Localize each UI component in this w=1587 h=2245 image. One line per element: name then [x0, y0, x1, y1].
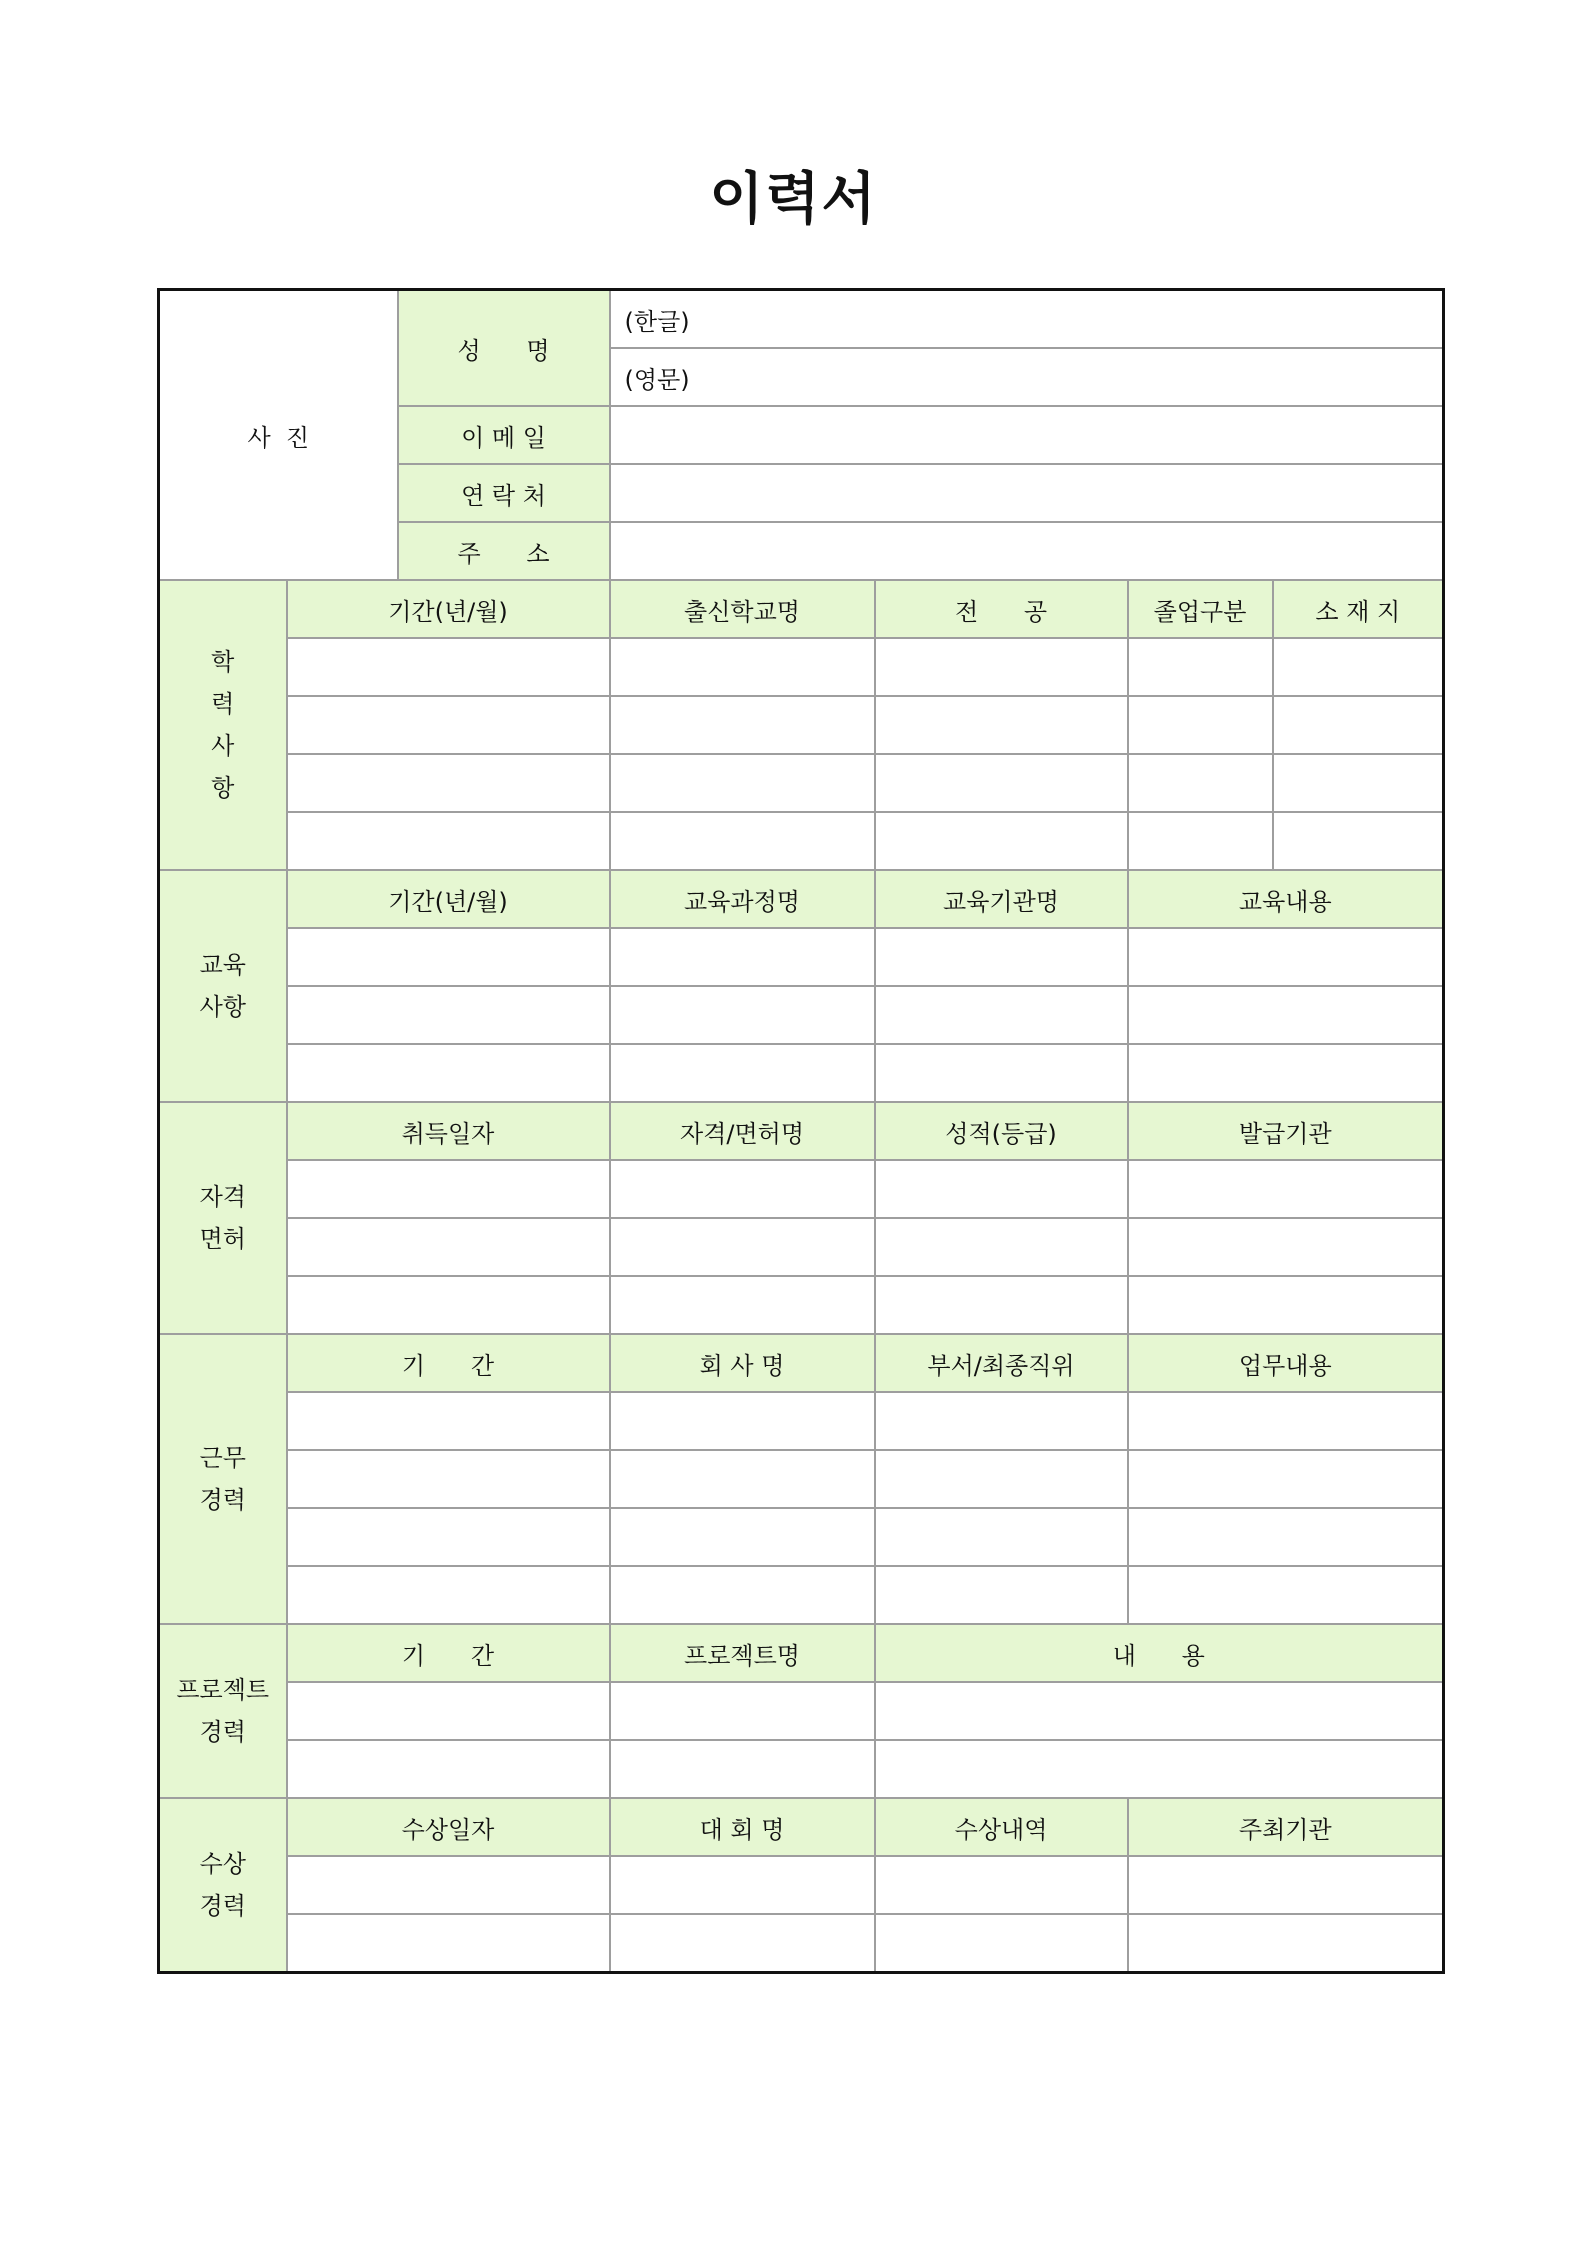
career-header-duties: 업무내용: [1128, 1334, 1444, 1392]
awards-header-competition: 대 회 명: [610, 1798, 875, 1856]
certificates-header-issuer: 발급기관: [1128, 1102, 1444, 1160]
education-row: [159, 696, 1444, 754]
career-header-period: 기 간: [287, 1334, 610, 1392]
awards-header-date: 수상일자: [287, 1798, 610, 1856]
training-header-content: 교육내용: [1128, 870, 1444, 928]
phone-field[interactable]: [610, 464, 1444, 522]
address-field[interactable]: [610, 522, 1444, 580]
projects-header-content: 내 용: [875, 1624, 1444, 1682]
career-header-company: 회 사 명: [610, 1334, 875, 1392]
certificates-header-grade: 성적(등급): [875, 1102, 1128, 1160]
certificates-row: [159, 1276, 1444, 1334]
education-header-period: 기간(년/월): [287, 580, 610, 638]
education-row: [159, 754, 1444, 812]
photo-box[interactable]: [159, 290, 398, 581]
career-row: [159, 1392, 1444, 1450]
training-header-institution: 교육기관명: [875, 870, 1128, 928]
education-header-major: 전 공: [875, 580, 1128, 638]
training-row: [159, 1044, 1444, 1102]
certificates-header-date: 취득일자: [287, 1102, 610, 1160]
career-header-position: 부서/최종직위: [875, 1334, 1128, 1392]
section-label-projects: 프로젝트 경력: [159, 1624, 287, 1798]
career-row: [159, 1508, 1444, 1566]
education-row: [159, 812, 1444, 870]
email-field[interactable]: [610, 406, 1444, 464]
certificates-row: [159, 1218, 1444, 1276]
projects-header-name: 프로젝트명: [610, 1624, 875, 1682]
projects-header-period: 기 간: [287, 1624, 610, 1682]
training-row: [159, 928, 1444, 986]
awards-header-award: 수상내역: [875, 1798, 1128, 1856]
section-label-training: 교육 사항: [159, 870, 287, 1102]
resume-form-table: [157, 288, 1445, 1974]
career-row: [159, 1450, 1444, 1508]
certificates-row: [159, 1160, 1444, 1218]
training-header-period: 기간(년/월): [287, 870, 610, 928]
education-header-graduation: 졸업구분: [1128, 580, 1273, 638]
education-header-school: 출신학교명: [610, 580, 875, 638]
education-row: [159, 638, 1444, 696]
address-label: 주 소: [398, 522, 610, 580]
name-label: 성 명: [398, 290, 610, 407]
name-english-field[interactable]: (영문): [610, 348, 1444, 406]
awards-header-organizer: 주최기관: [1128, 1798, 1444, 1856]
training-header-course: 교육과정명: [610, 870, 875, 928]
name-korean-field[interactable]: (한글): [610, 290, 1444, 349]
career-row: [159, 1566, 1444, 1624]
photo-label: 사 진: [247, 423, 310, 452]
training-row: [159, 986, 1444, 1044]
phone-label: 연 락 처: [398, 464, 610, 522]
projects-row: [159, 1682, 1444, 1740]
section-label-education: 학 력 사 항: [159, 580, 287, 870]
email-label: 이 메 일: [398, 406, 610, 464]
awards-row: [159, 1856, 1444, 1914]
certificates-header-name: 자격/면허명: [610, 1102, 875, 1160]
section-label-awards: 수상 경력: [159, 1798, 287, 1973]
projects-row: [159, 1740, 1444, 1798]
document-title: 이력서: [709, 167, 878, 232]
section-label-career: 근무 경력: [159, 1334, 287, 1624]
awards-row: [159, 1914, 1444, 1973]
section-label-certificates: 자격 면허: [159, 1102, 287, 1334]
education-header-location: 소 재 지: [1273, 580, 1444, 638]
